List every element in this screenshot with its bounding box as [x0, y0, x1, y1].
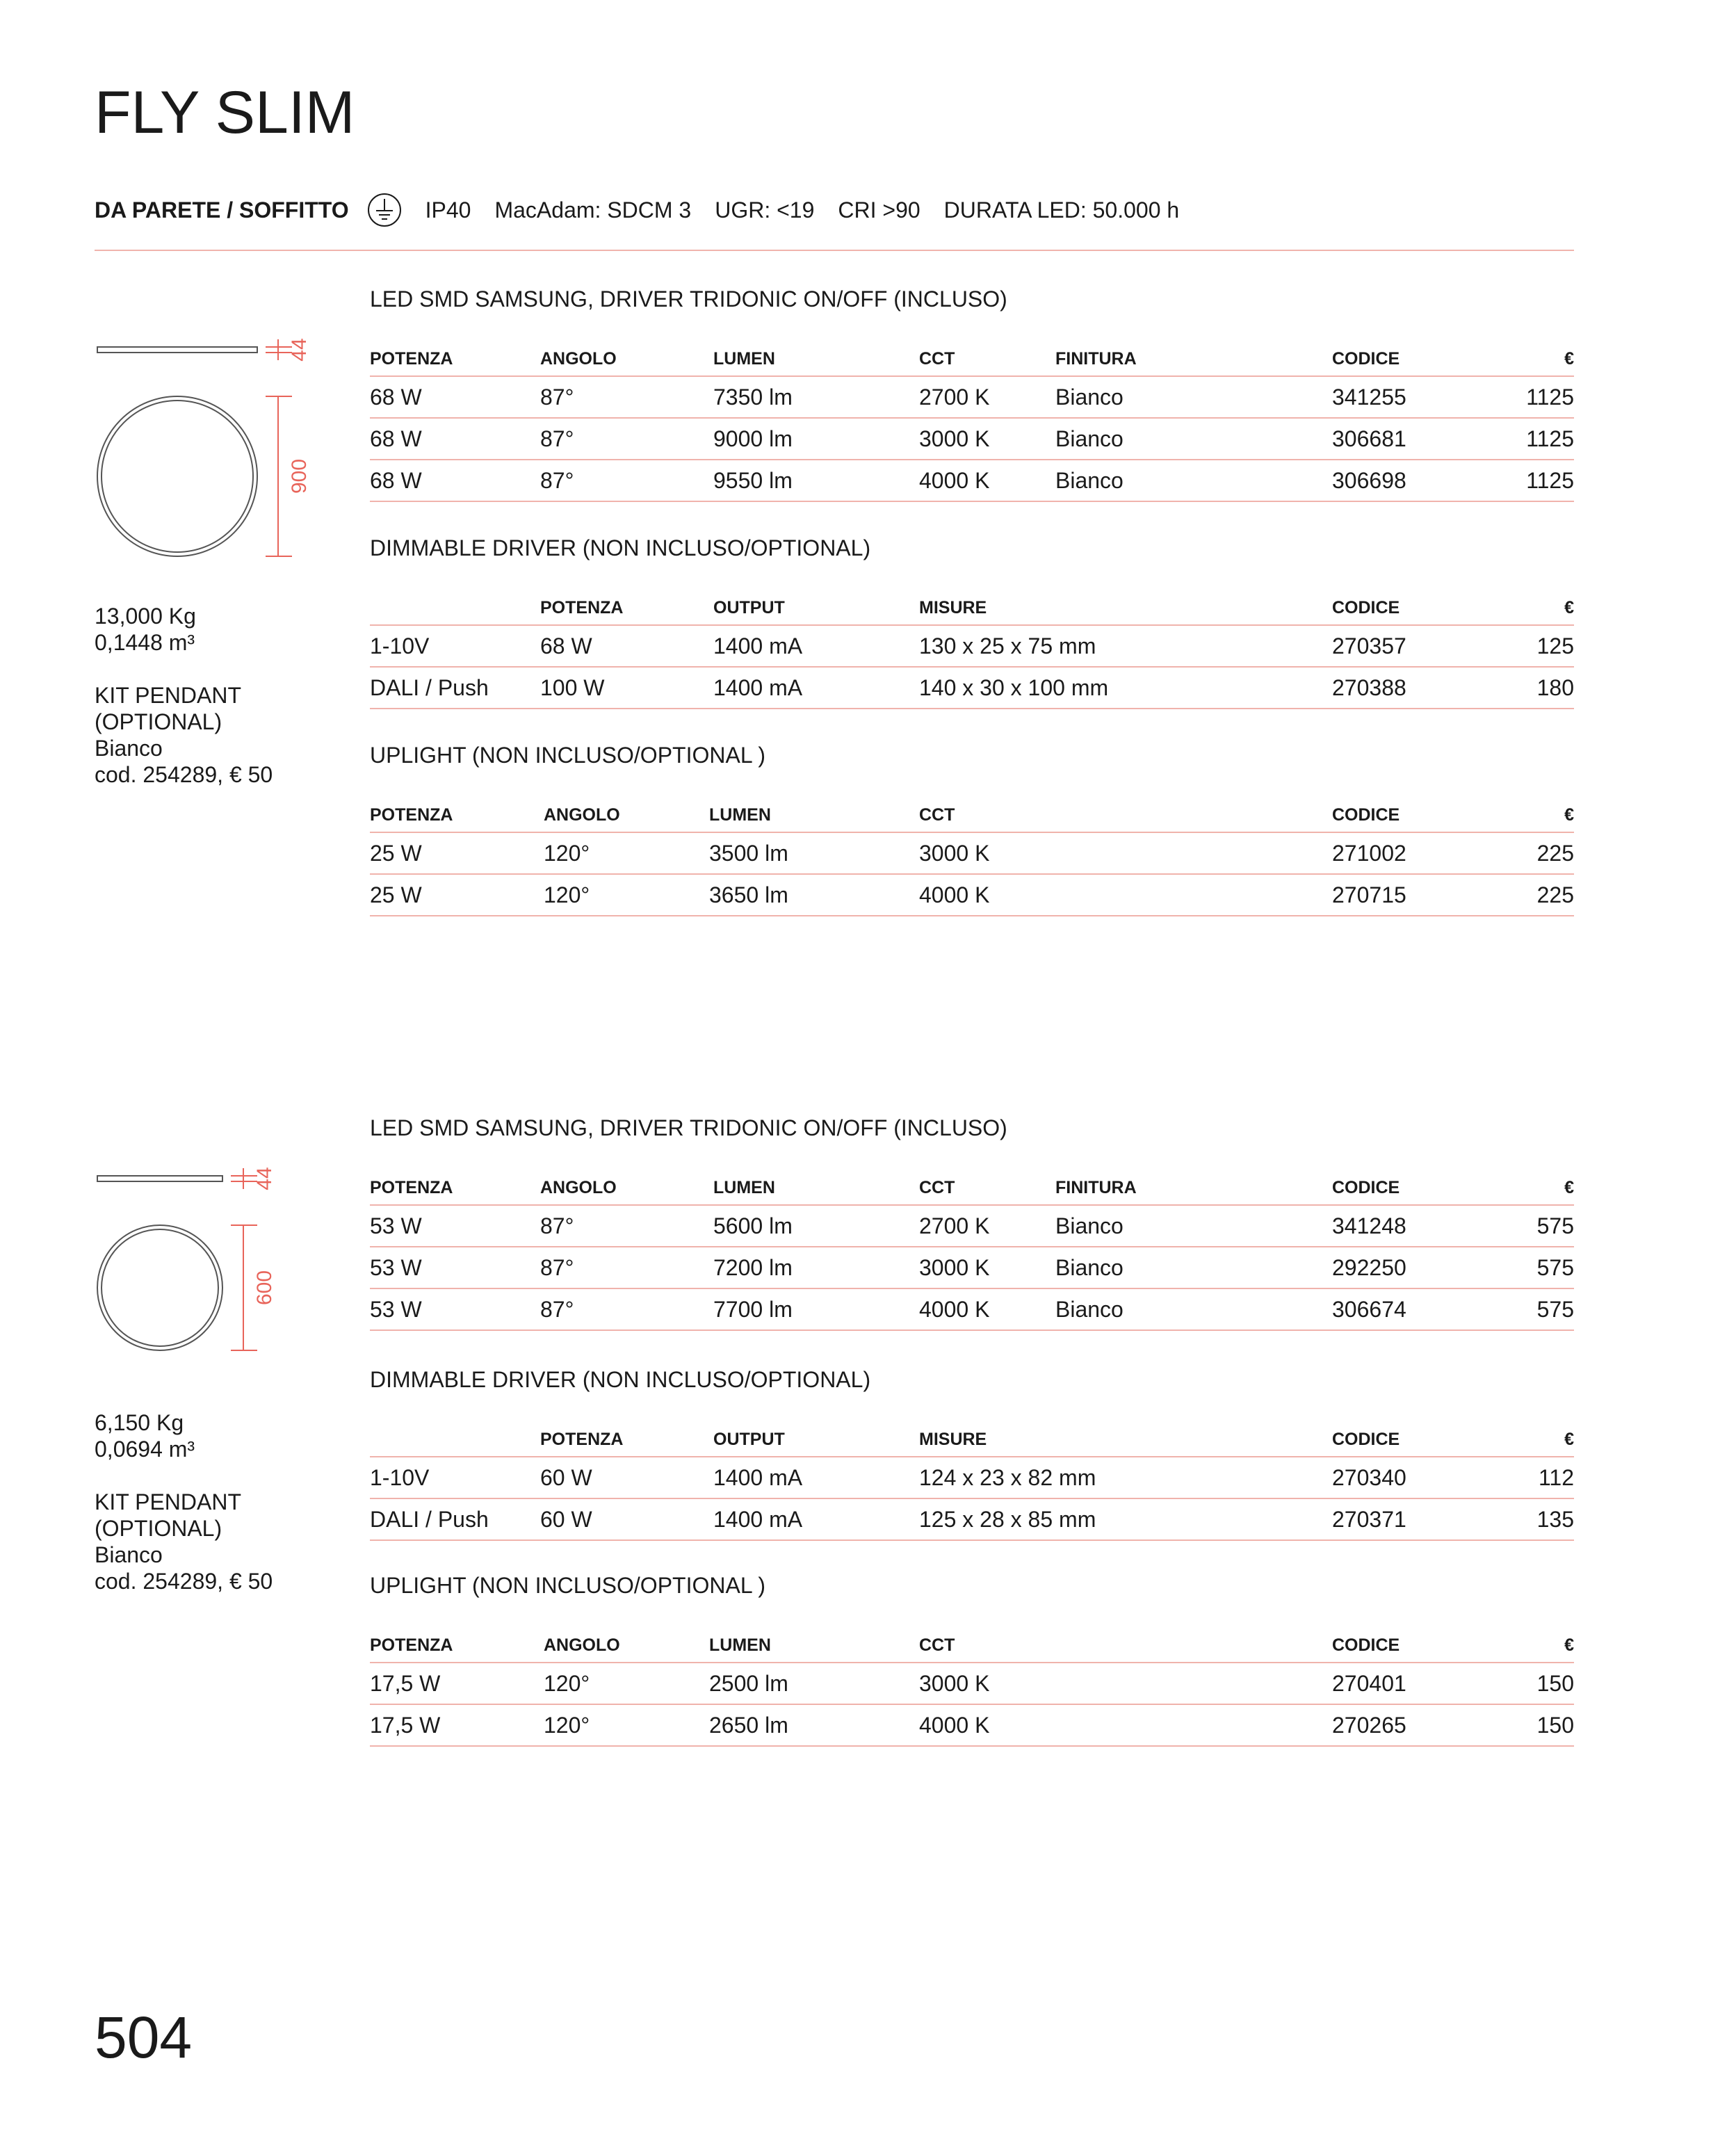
col-header: CCT — [919, 798, 1332, 832]
dim-diameter: 900 — [288, 458, 311, 494]
col-header: CODICE — [1332, 591, 1471, 625]
volume: 0,0694 m³ — [95, 1437, 195, 1462]
cell: 1400 mA — [713, 625, 919, 667]
cell: 4000 K — [919, 1704, 1332, 1746]
cell: 2700 K — [919, 376, 1055, 418]
cell: 112 — [1471, 1457, 1574, 1498]
cell: 125 — [1471, 625, 1574, 667]
cell: 4000 K — [919, 874, 1332, 916]
cell: 124 x 23 x 82 mm — [919, 1457, 1332, 1498]
cell: Bianco — [1055, 1288, 1332, 1330]
cell: 270715 — [1332, 874, 1471, 916]
page-title: FLY SLIM — [95, 79, 355, 146]
dimension-drawing — [90, 334, 327, 570]
col-header: € — [1471, 1171, 1574, 1205]
col-header: LUMEN — [709, 798, 919, 832]
cell: 270340 — [1332, 1457, 1471, 1498]
kit-code: cod. 254289, € 50 — [95, 1569, 273, 1594]
cell: 125 x 28 x 85 mm — [919, 1498, 1332, 1540]
cell: 341255 — [1332, 376, 1471, 418]
cell: 2650 lm — [709, 1704, 919, 1746]
col-header: POTENZA — [540, 1423, 713, 1457]
kit-optional: (OPTIONAL) — [95, 1516, 222, 1541]
cell: 120° — [544, 832, 709, 874]
kit-code: cod. 254289, € 50 — [95, 762, 273, 787]
led-section-title: LED SMD SAMSUNG, DRIVER TRIDONIC ON/OFF (INCLUSO) — [370, 286, 1007, 312]
cell: 3650 lm — [709, 874, 919, 916]
volume: 0,1448 m³ — [95, 630, 195, 655]
cell: 4000 K — [919, 460, 1055, 501]
table-row — [370, 418, 1574, 460]
cell: DALI / Push — [370, 667, 540, 709]
cell: 2700 K — [919, 1205, 1055, 1247]
spec-ip: IP40 — [425, 197, 471, 223]
col-header: € — [1471, 1628, 1574, 1663]
category-separator: / — [220, 197, 240, 223]
cell: 1125 — [1471, 376, 1574, 418]
col-header: € — [1471, 798, 1574, 832]
kit-finish: Bianco — [95, 736, 163, 761]
cell: 87° — [540, 376, 713, 418]
cell: 575 — [1471, 1288, 1574, 1330]
cell: 100 W — [540, 667, 713, 709]
category-ceiling: SOFFITTO — [239, 197, 349, 223]
spec-cri: CRI >90 — [838, 197, 920, 223]
col-header: € — [1471, 342, 1574, 376]
cell: 306674 — [1332, 1288, 1471, 1330]
cell: 68 W — [370, 376, 540, 418]
cell: 271002 — [1332, 832, 1471, 874]
cell: 53 W — [370, 1288, 540, 1330]
dim-thickness: 44 — [253, 1167, 276, 1190]
led-section-title: LED SMD SAMSUNG, DRIVER TRIDONIC ON/OFF (INCLUSO) — [370, 1115, 1007, 1140]
col-header: CCT — [919, 1171, 1055, 1205]
driver-table — [370, 1423, 1574, 1541]
cell: 292250 — [1332, 1247, 1471, 1288]
cell: 150 — [1471, 1704, 1574, 1746]
cell: 60 W — [540, 1457, 713, 1498]
cell: 1125 — [1471, 418, 1574, 460]
cell: 135 — [1471, 1498, 1574, 1540]
col-header: FINITURA — [1055, 342, 1332, 376]
col-header: MISURE — [919, 591, 1332, 625]
cell: 17,5 W — [370, 1704, 544, 1746]
cell: 68 W — [370, 460, 540, 501]
col-header: OUTPUT — [713, 1423, 919, 1457]
col-header: POTENZA — [370, 798, 544, 832]
cell: 87° — [540, 1247, 713, 1288]
cell: 1-10V — [370, 625, 540, 667]
cell: 120° — [544, 1663, 709, 1704]
col-header: CODICE — [1332, 798, 1471, 832]
table-row — [370, 1288, 1574, 1330]
driver-table — [370, 591, 1574, 709]
table-row — [370, 832, 1574, 874]
spec-bar — [95, 195, 1203, 225]
cell: 270371 — [1332, 1498, 1471, 1540]
table-row — [370, 1663, 1574, 1704]
cell: 1400 mA — [713, 1457, 919, 1498]
table-row — [370, 1247, 1574, 1288]
table-row — [370, 460, 1574, 501]
cell: 3000 K — [919, 832, 1332, 874]
driver-section-title: DIMMABLE DRIVER (NON INCLUSO/OPTIONAL) — [370, 1367, 871, 1392]
cell: 5600 lm — [713, 1205, 919, 1247]
uplight-table — [370, 1628, 1574, 1747]
col-header: FINITURA — [1055, 1171, 1332, 1205]
table-row — [370, 1457, 1574, 1498]
cell: 3000 K — [919, 418, 1055, 460]
cell: 68 W — [540, 625, 713, 667]
col-header: POTENZA — [540, 591, 713, 625]
table-header-row — [370, 591, 1574, 625]
cell: 270401 — [1332, 1663, 1471, 1704]
cell: 225 — [1471, 874, 1574, 916]
cell: 9550 lm — [713, 460, 919, 501]
cell: 9000 lm — [713, 418, 919, 460]
table-row — [370, 1205, 1574, 1247]
cell: 1400 mA — [713, 1498, 919, 1540]
cell: 575 — [1471, 1247, 1574, 1288]
cell: 120° — [544, 1704, 709, 1746]
col-header: CODICE — [1332, 1628, 1471, 1663]
cell: Bianco — [1055, 376, 1332, 418]
cell: 150 — [1471, 1663, 1574, 1704]
col-header — [370, 591, 540, 625]
cell: 130 x 25 x 75 mm — [919, 625, 1332, 667]
cell: 140 x 30 x 100 mm — [919, 667, 1332, 709]
cell: 270388 — [1332, 667, 1471, 709]
col-header — [370, 1423, 540, 1457]
product-900 — [0, 250, 1736, 1015]
cell: 3500 lm — [709, 832, 919, 874]
cell: 53 W — [370, 1205, 540, 1247]
table-header-row — [370, 1628, 1574, 1663]
weight: 6,150 Kg — [95, 1410, 184, 1435]
cell: 306681 — [1332, 418, 1471, 460]
product-info — [95, 1409, 345, 1594]
col-header: ANGOLO — [544, 1628, 709, 1663]
cell: 2500 lm — [709, 1663, 919, 1704]
cell: 25 W — [370, 874, 544, 916]
product-info — [95, 603, 345, 788]
page-number: 504 — [95, 2005, 193, 2070]
table-row — [370, 1704, 1574, 1746]
table-row — [370, 1498, 1574, 1540]
driver-section-title: DIMMABLE DRIVER (NON INCLUSO/OPTIONAL) — [370, 535, 871, 560]
uplight-table — [370, 798, 1574, 916]
category-wall: DA PARETE — [95, 197, 221, 223]
kit-finish: Bianco — [95, 1542, 163, 1567]
col-header: € — [1471, 591, 1574, 625]
spec-led-life: DURATA LED: 50.000 h — [943, 197, 1180, 223]
col-header: CODICE — [1332, 342, 1471, 376]
cell: 4000 K — [919, 1288, 1055, 1330]
cell: 7200 lm — [713, 1247, 919, 1288]
cell: 87° — [540, 460, 713, 501]
table-row — [370, 625, 1574, 667]
led-table — [370, 1171, 1574, 1331]
kit-optional: (OPTIONAL) — [95, 709, 222, 734]
cell: 53 W — [370, 1247, 540, 1288]
col-header: CODICE — [1332, 1171, 1471, 1205]
cell: 60 W — [540, 1498, 713, 1540]
cell: 87° — [540, 418, 713, 460]
cell: 3000 K — [919, 1663, 1332, 1704]
cell: 3000 K — [919, 1247, 1055, 1288]
ground-icon — [367, 193, 402, 227]
cell: 180 — [1471, 667, 1574, 709]
kit-title: KIT PENDANT — [95, 683, 241, 708]
led-table — [370, 342, 1574, 502]
col-header: CCT — [919, 1628, 1332, 1663]
cell: Bianco — [1055, 1247, 1332, 1288]
cell: DALI / Push — [370, 1498, 540, 1540]
cell: 270357 — [1332, 625, 1471, 667]
table-row — [370, 874, 1574, 916]
col-header: OUTPUT — [713, 591, 919, 625]
dim-thickness: 44 — [288, 338, 311, 362]
cell: 270265 — [1332, 1704, 1471, 1746]
table-row — [370, 376, 1574, 418]
spec-ugr: UGR: <19 — [715, 197, 815, 223]
col-header: ANGOLO — [540, 342, 713, 376]
spec-macadam: MacAdam: SDCM 3 — [494, 197, 692, 223]
col-header: LUMEN — [709, 1628, 919, 1663]
cell: 7350 lm — [713, 376, 919, 418]
cell: 68 W — [370, 418, 540, 460]
col-header: LUMEN — [713, 1171, 919, 1205]
dimension-drawing — [90, 1163, 299, 1371]
table-header-row — [370, 1423, 1574, 1457]
cell: 306698 — [1332, 460, 1471, 501]
cell: 225 — [1471, 832, 1574, 874]
col-header: ANGOLO — [540, 1171, 713, 1205]
product-600 — [0, 1079, 1736, 1844]
table-header-row — [370, 1171, 1574, 1205]
kit-title: KIT PENDANT — [95, 1489, 241, 1514]
cell: 17,5 W — [370, 1663, 544, 1704]
cell: 120° — [544, 874, 709, 916]
col-header: LUMEN — [713, 342, 919, 376]
col-header: ANGOLO — [544, 798, 709, 832]
cell: 1400 mA — [713, 667, 919, 709]
cell: Bianco — [1055, 1205, 1332, 1247]
col-header: CCT — [919, 342, 1055, 376]
table-header-row — [370, 798, 1574, 832]
cell: 87° — [540, 1205, 713, 1247]
uplight-section-title: UPLIGHT (NON INCLUSO/OPTIONAL ) — [370, 1573, 765, 1598]
table-header-row — [370, 342, 1574, 376]
cell: Bianco — [1055, 460, 1332, 501]
cell: Bianco — [1055, 418, 1332, 460]
cell: 25 W — [370, 832, 544, 874]
col-header: MISURE — [919, 1423, 1332, 1457]
weight: 13,000 Kg — [95, 604, 196, 629]
col-header: POTENZA — [370, 1171, 540, 1205]
col-header: POTENZA — [370, 342, 540, 376]
dim-diameter: 600 — [253, 1270, 276, 1306]
col-header: CODICE — [1332, 1423, 1471, 1457]
cell: 87° — [540, 1288, 713, 1330]
col-header: POTENZA — [370, 1628, 544, 1663]
cell: 1125 — [1471, 460, 1574, 501]
col-header: € — [1471, 1423, 1574, 1457]
cell: 341248 — [1332, 1205, 1471, 1247]
cell: 1-10V — [370, 1457, 540, 1498]
cell: 7700 lm — [713, 1288, 919, 1330]
category — [95, 197, 349, 223]
cell: 575 — [1471, 1205, 1574, 1247]
table-row — [370, 667, 1574, 709]
uplight-section-title: UPLIGHT (NON INCLUSO/OPTIONAL ) — [370, 743, 765, 768]
